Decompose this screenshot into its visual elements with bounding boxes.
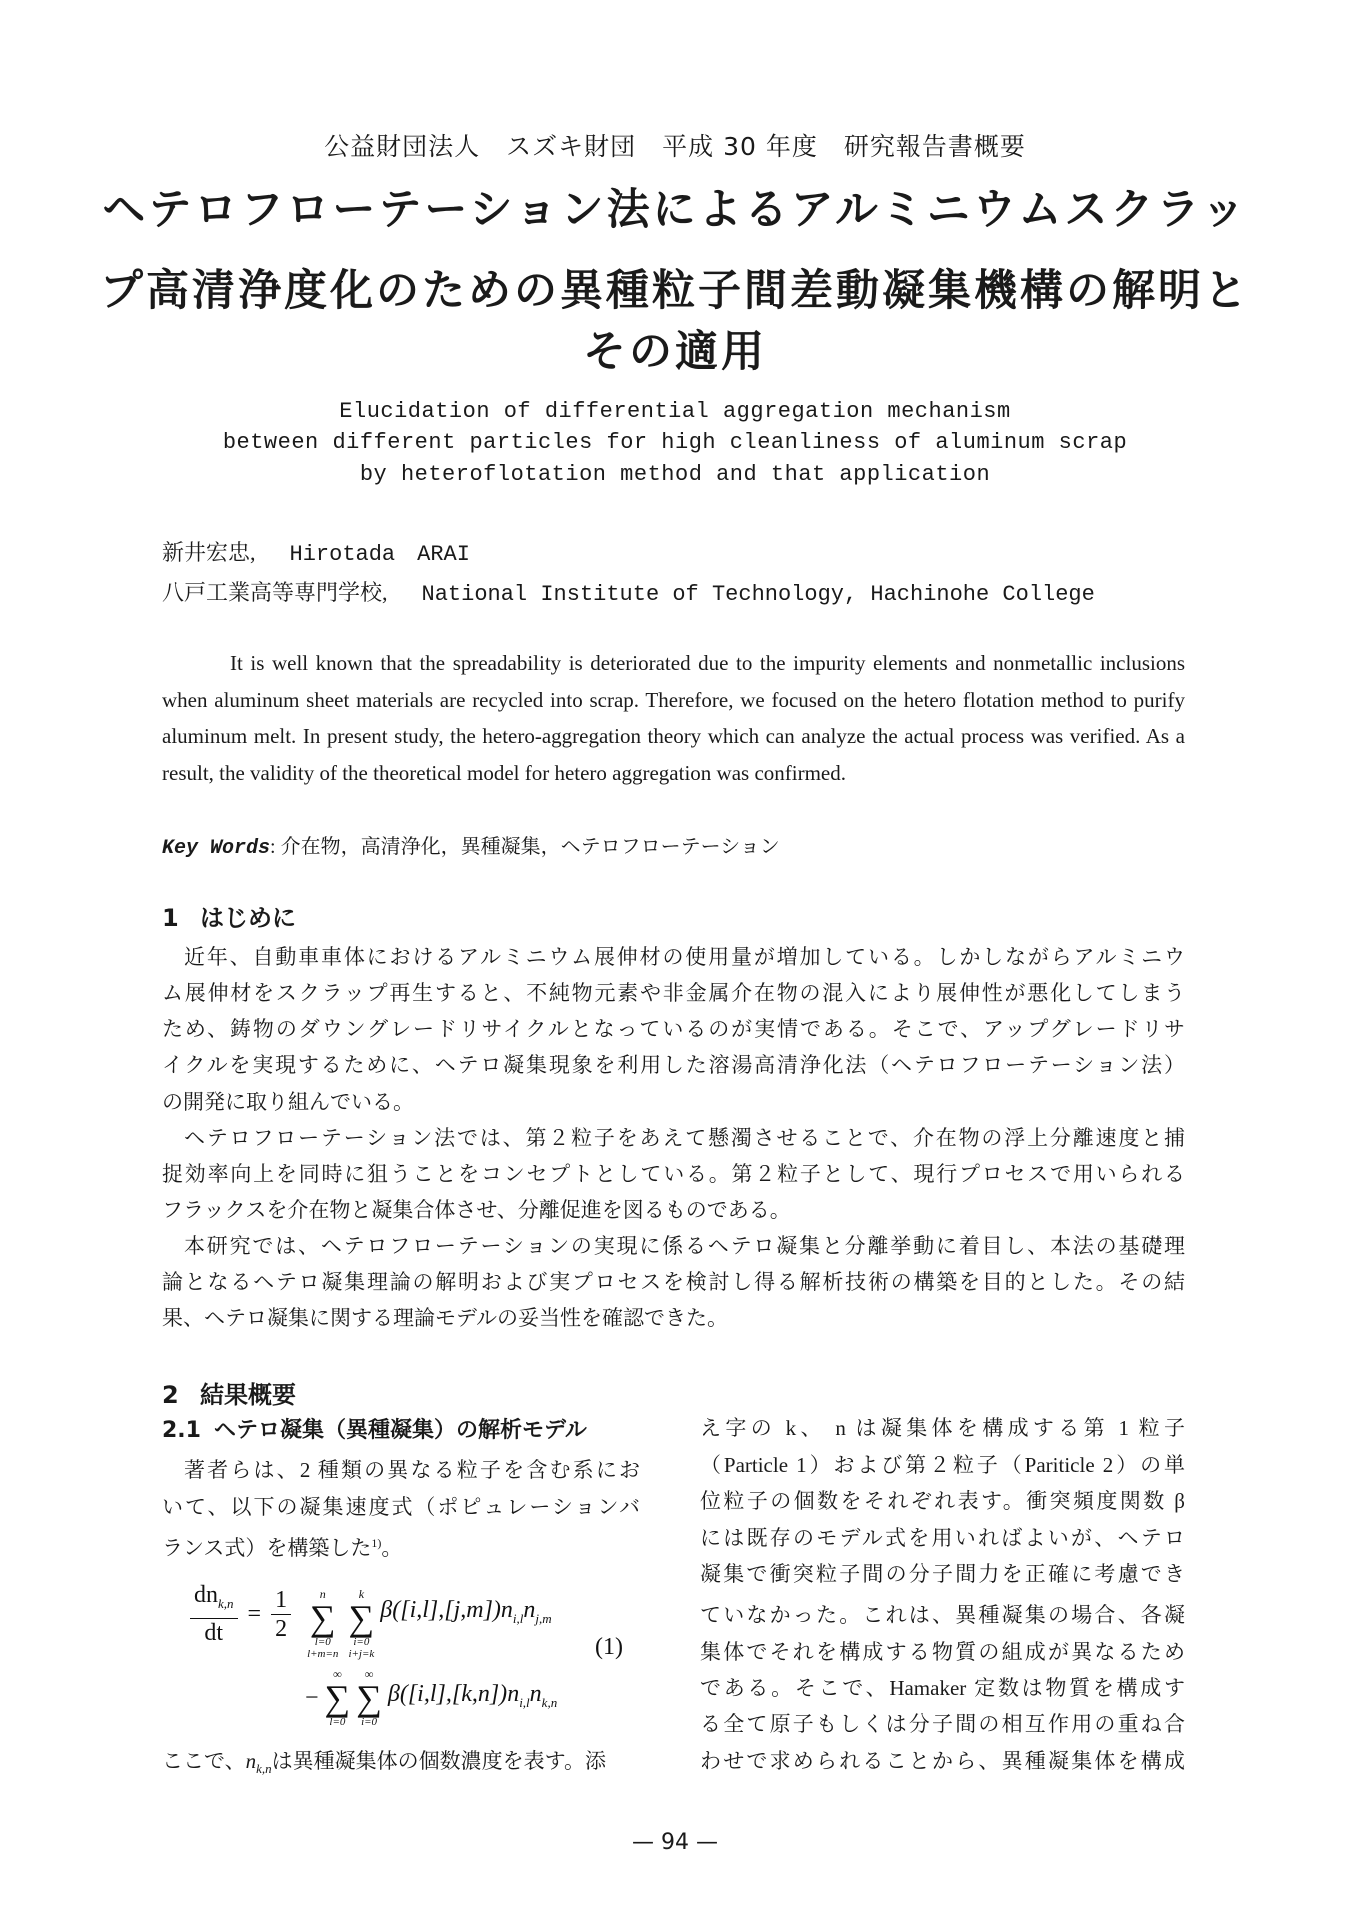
right-column-line: え字の k、 n は凝集体を構成する第 1 粒子	[700, 1416, 1185, 1440]
sum-2-lower-2: i+j=k	[348, 1648, 375, 1660]
right-column-line: （Particle 1）および第２粒子（Pariticle 2）の単	[700, 1453, 1185, 1477]
title-en-line-3: by heteroflotation method and that application	[359, 462, 991, 487]
lhs-num-text: dn	[194, 1582, 218, 1609]
right-column-line: わせで求められることから、異種凝集体を構成	[700, 1749, 1185, 1773]
half-fraction	[271, 1586, 291, 1643]
keywords-label: Key Words	[162, 837, 271, 860]
equation-lhs-fraction	[190, 1581, 238, 1647]
sum-1-sigma: ∑	[309, 1598, 336, 1638]
term-2-n1: n	[507, 1680, 520, 1707]
sum-1-upper: n	[319, 1587, 326, 1601]
affiliation-line	[162, 578, 1095, 610]
section-1-line: 近年、自動車車体におけるアルミニウム展伸材の使用量が増加している。しかしながらアルミニウ	[184, 945, 1185, 969]
title-ja-line-3: その適用	[583, 327, 767, 377]
sum-1-lower-1: l=0	[314, 1636, 331, 1648]
after-eq-var-sub: k,n	[256, 1761, 272, 1777]
section-1-line: イクルを実現するために、ヘテロ凝集現象を利用した溶湯高清浄化法（ヘテロフローテーション法）	[162, 1053, 1185, 1077]
title-ja-line-2: プ高清浄度化のための異種粒子間差動凝集機構の解明と	[100, 266, 1250, 316]
after-eq-post: は異種凝集体の個数濃度を表す。添	[271, 1749, 606, 1773]
author-line	[162, 538, 470, 570]
left-column-line: ランス式）を構築した	[162, 1536, 372, 1560]
term-1-n1: n	[500, 1596, 513, 1623]
sum-2	[348, 1588, 374, 1660]
page-number: — 94 —	[632, 1830, 718, 1855]
keywords-separator: :	[270, 836, 276, 858]
minus-sign: −	[305, 1685, 319, 1711]
section-1-line: 果、ヘテロ凝集に関する理論モデルの妥当性を確認できた。	[162, 1306, 728, 1330]
author-name-ja: 新井宏忠,	[162, 540, 256, 565]
keywords-values: 介在物，高清浄化，異種凝集，ヘテロフローテーション	[280, 836, 780, 858]
sum-1	[307, 1588, 338, 1660]
title-en-line-2: between different particles for high cleanliness of aluminum scrap	[222, 430, 1128, 455]
abstract	[162, 645, 1185, 791]
sum-2-upper: k	[358, 1587, 365, 1601]
section-1-line: フラックスを介在物と凝集合体させ、分離促進を図るものである。	[162, 1198, 791, 1222]
term-2-beta: β([i,l],[k,n])	[387, 1680, 508, 1707]
equation-1-line-2	[305, 1668, 557, 1728]
term-1-n2-sub: j,m	[535, 1610, 552, 1626]
term-2-n2: n	[529, 1680, 542, 1707]
affiliation-ja: 八戸工業高等専門学校,	[162, 580, 388, 605]
term-2-n2-sub: k,n	[541, 1694, 558, 1710]
sum-1-lower-2: l+m=n	[307, 1648, 339, 1660]
section-1-line: 本研究では、ヘテロフローテーションの実現に係るヘテロ凝集と分離挙動に着目し、本法の基礎理	[184, 1234, 1185, 1258]
lhs-num-sub: k,n	[218, 1595, 234, 1611]
right-column-line: 凝集で衝突粒子間の分子間力を正確に考慮でき	[700, 1562, 1185, 1586]
after-eq-pre: ここで、	[162, 1749, 246, 1773]
equation-number: (1)	[595, 1634, 623, 1660]
section-1-line: ヘテロフローテーション法では、第２粒子をあえて懸濁させることで、介在物の浮上分離速度と捕	[184, 1126, 1185, 1150]
report-header: 公益財団法人 スズキ財団 平成 30 年度 研究報告書概要	[324, 132, 1026, 161]
section-1-title: はじめに	[200, 904, 296, 932]
keywords	[162, 832, 780, 864]
sum-3	[325, 1668, 351, 1728]
section-1-line: 捉効率向上を同時に狙うことをコンセプトとしている。第２粒子として、現行プロセスで用いられる	[162, 1162, 1185, 1186]
sum-3-upper: ∞	[333, 1667, 342, 1681]
right-column-line: 集体でそれを構成する物質の組成が異なるため	[700, 1640, 1185, 1664]
equation-term-2	[387, 1680, 558, 1710]
term-1-n1-sub: i,l	[512, 1610, 524, 1626]
half-denominator: 2	[275, 1615, 288, 1642]
term-1-n2: n	[523, 1596, 536, 1623]
section-1-line: 論となるヘテロ凝集理論の解明および実プロセスを検討し得る解析技術の構築を目的とした。その結	[162, 1270, 1185, 1294]
subsection-2-1-number: 2.1	[162, 1418, 201, 1443]
sum-4-sigma: ∑	[356, 1678, 382, 1718]
section-1-number: 1	[162, 904, 179, 932]
section-1-line: ため、鋳物のダウングレードリサイクルとなっているのが実情である。そこで、アップグレードリサ	[162, 1017, 1185, 1041]
equals-sign: =	[247, 1601, 262, 1627]
section-2-title: 結果概要	[200, 1381, 296, 1409]
sum-2-sigma: ∑	[348, 1598, 375, 1638]
right-column-line: る全て原子もしくは分子間の相互作用の重ね合	[700, 1712, 1185, 1736]
title-en-line-1: Elucidation of differential aggregation mechanism	[339, 399, 1011, 424]
sum-3-sigma: ∑	[324, 1678, 351, 1718]
subsection-2-1-title: ヘテロ凝集（異種凝集）の解析モデル	[214, 1418, 587, 1443]
equation-lhs-numerator	[190, 1581, 238, 1619]
equation-term-1	[380, 1596, 552, 1626]
equation-lhs-denominator: dt	[204, 1619, 224, 1646]
right-column-line: 位粒子の個数をそれぞれ表す。衝突頻度関数 β	[700, 1489, 1185, 1513]
left-column-line: 著者らは、2 種類の異なる粒子を含む系にお	[184, 1458, 640, 1482]
citation-end: 。	[381, 1536, 403, 1560]
section-2-heading	[162, 1379, 296, 1411]
left-column-line-citation	[162, 1528, 402, 1563]
half-numerator: 1	[271, 1586, 291, 1615]
section-1-line: の開発に取り組んでいる。	[162, 1090, 414, 1114]
section-2-number: 2	[162, 1381, 179, 1409]
sum-4-lower: i=0	[361, 1716, 378, 1728]
citation-ref: 1)	[371, 1536, 382, 1550]
right-column-line: ていなかった。これは、異種凝集の場合、各凝	[700, 1603, 1185, 1627]
author-name-en: Hirotada ARAI	[289, 542, 470, 567]
affiliation-en: National Institute of Technology, Hachinohe College	[421, 582, 1095, 607]
subsection-2-1-heading	[162, 1416, 587, 1446]
sum-3-lower: l=0	[329, 1716, 346, 1728]
term-1-beta: β([i,l],[j,m])	[380, 1596, 501, 1623]
sum-2-lower-1: i=0	[353, 1636, 370, 1648]
sum-4	[356, 1668, 382, 1728]
after-eq-var: n	[245, 1749, 257, 1773]
abstract-text: It is well known that the spreadability is deteriorated due to the impurity elements and nonmetallic inclusions when aluminum sheet materials are recycled into scrap. Therefore, we focused on the hetero flotation method to purify aluminum melt. In present study, the hetero-aggregation theory which can analyze the actual process was verified. As a result, the validity of the theoretical model for hetero aggregation was confirmed.	[162, 651, 1185, 785]
section-1-heading	[162, 902, 296, 934]
left-column-after-equation	[162, 1746, 606, 1784]
right-column-line: には既存のモデル式を用いればよいが、ヘテロ	[700, 1526, 1185, 1550]
section-1-line: ム展伸材をスクラップ再生すると、不純物元素や非金属介在物の混入により展伸性が悪化してしまう	[162, 981, 1185, 1005]
term-2-n1-sub: i,l	[519, 1694, 530, 1710]
right-column-line: である。そこで、Hamaker 定数は物質を構成す	[700, 1676, 1185, 1700]
sum-4-upper: ∞	[364, 1667, 374, 1681]
equation-1-line-1	[190, 1578, 552, 1660]
left-column-line: いて、以下の凝集速度式（ポピュレーションバ	[162, 1495, 640, 1519]
title-ja-line-1: ヘテロフローテーション法によるアルミニウムスクラッ	[102, 185, 1248, 235]
